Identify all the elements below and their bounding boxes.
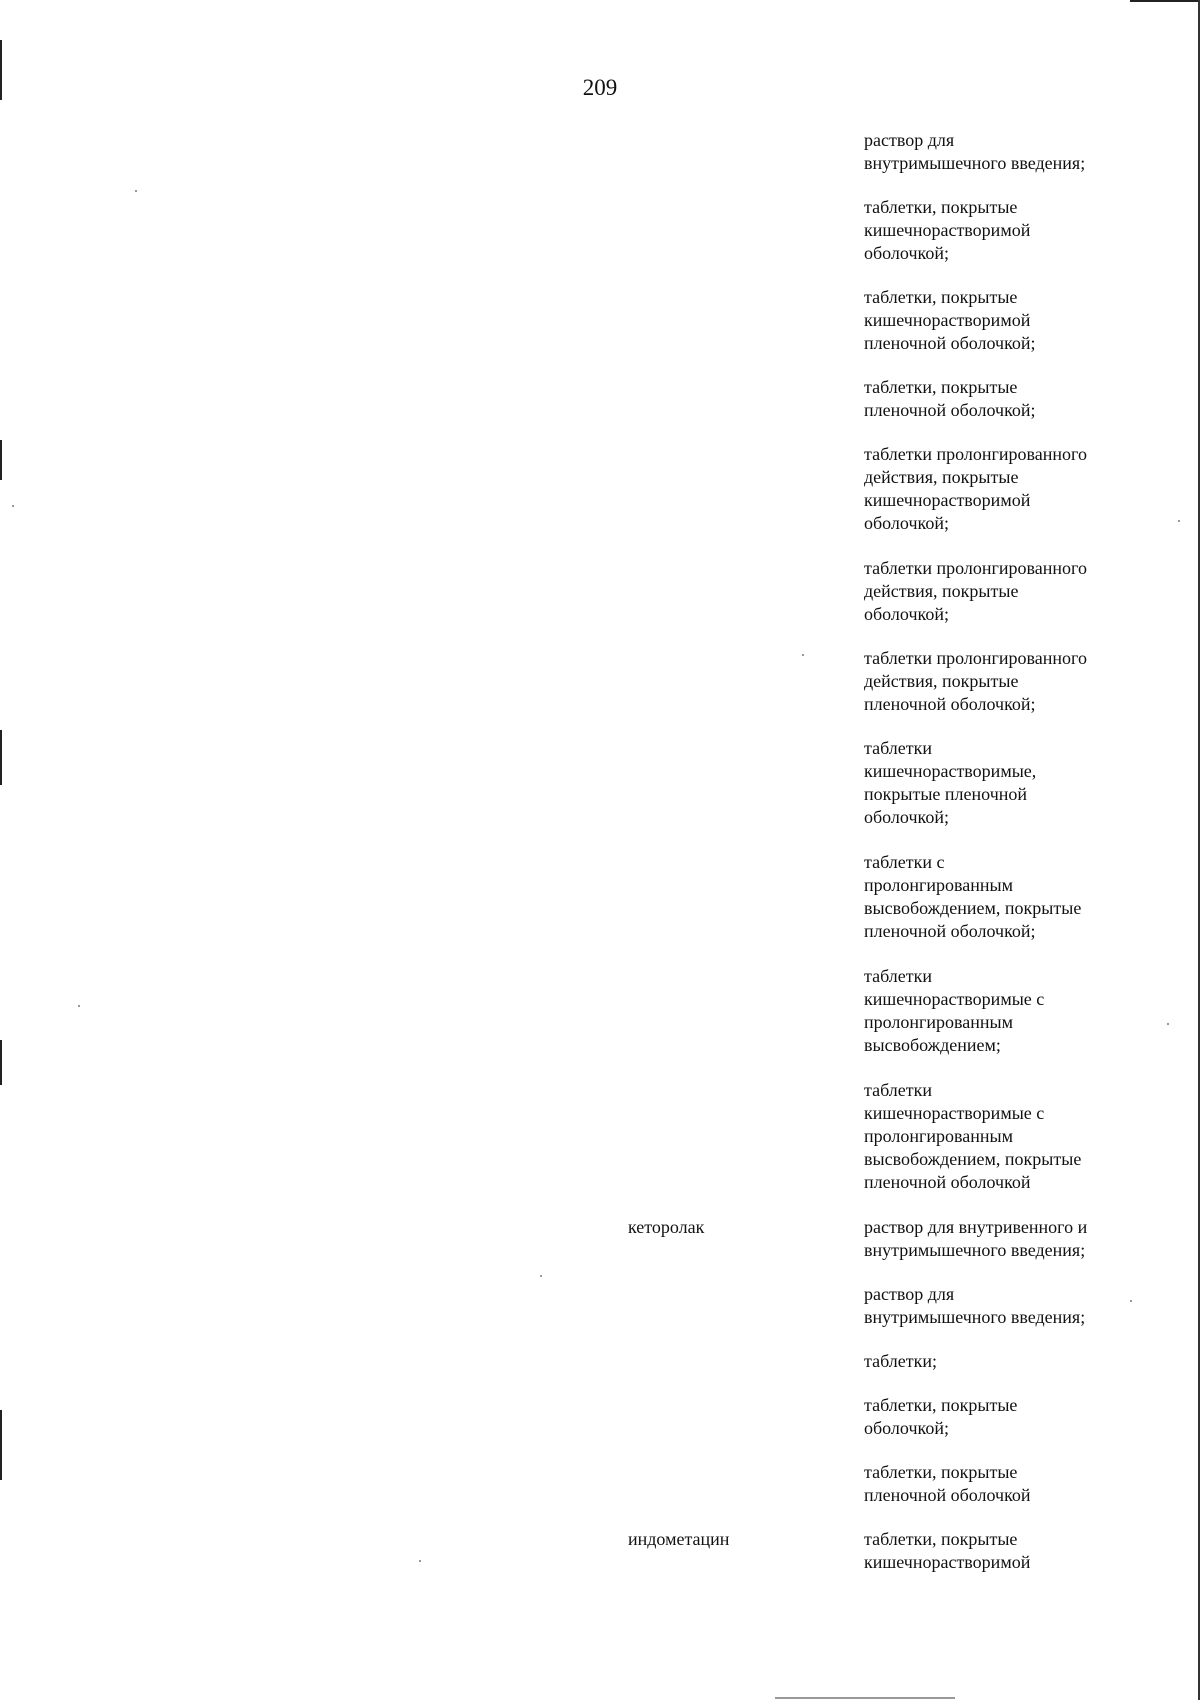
dosage-form-line: кишечнорастворимой: [864, 310, 1031, 330]
drug-name-indometacin: индометацин: [628, 1529, 730, 1549]
dosage-form-line: оболочкой;: [864, 807, 949, 827]
page-number: 209: [582, 75, 618, 100]
dosage-form-entry: [864, 286, 1134, 355]
scan-speck: [802, 654, 804, 656]
scan-speck: [540, 1275, 542, 1277]
dosage-form-line: таблетки пролонгированного: [864, 444, 1087, 464]
dosage-form-line: таблетки, покрытые: [864, 1462, 1018, 1482]
dosage-form-line: действия, покрытые: [864, 467, 1019, 487]
dosage-form-line: действия, покрытые: [864, 671, 1019, 691]
scan-edge-mark: [0, 440, 2, 480]
dosage-form-line: кишечнорастворимые,: [864, 761, 1037, 781]
dosage-form-entry: [864, 737, 1134, 829]
dosage-form-entry: [864, 557, 1134, 626]
dosage-form-line: оболочкой;: [864, 1418, 949, 1438]
dosage-form-line: кишечнорастворимой: [864, 1552, 1031, 1572]
scan-edge-mark: [0, 730, 2, 785]
dosage-form-entry: [864, 965, 1134, 1057]
dosage-form-entry: [864, 376, 1134, 422]
dosage-form-line: таблетки, покрытые: [864, 1395, 1018, 1415]
dosage-form-line: кишечнорастворимой: [864, 490, 1031, 510]
dosage-form-line: таблетки, покрытые: [864, 287, 1018, 307]
scan-edge-mark: [0, 1040, 2, 1085]
scan-speck: [419, 1560, 421, 1562]
dosage-form-line: таблетки, покрытые: [864, 377, 1018, 397]
dosage-form-line: пролонгированным: [864, 1126, 1014, 1146]
dosage-form-entry: [864, 1216, 1134, 1262]
dosage-form-line: оболочкой;: [864, 513, 949, 533]
scan-speck: [78, 1005, 80, 1007]
dosage-form-line: пленочной оболочкой: [864, 1485, 1031, 1505]
dosage-form-entry: [864, 1528, 1134, 1574]
dosage-form-line: пленочной оболочкой;: [864, 921, 1036, 941]
dosage-form-line: пленочной оболочкой: [864, 1172, 1031, 1192]
dosage-form-entry: [864, 196, 1134, 265]
dosage-form-line: раствор для: [864, 130, 955, 150]
dosage-form-entry: [864, 1394, 1134, 1440]
dosage-form-entry: [864, 647, 1134, 716]
dosage-form-line: таблетки, покрытые: [864, 197, 1018, 217]
dosage-form-line: пролонгированным: [864, 875, 1014, 895]
dosage-form-entry: [864, 1461, 1134, 1507]
scan-speck: [1178, 520, 1180, 522]
scan-top-edge-mark: [1130, 0, 1200, 2]
scan-bottom-edge-mark: [775, 1697, 955, 1699]
dosage-form-line: таблетки: [864, 966, 933, 986]
dosage-form-line: таблетки: [864, 738, 933, 758]
dosage-form-line: высвобождением, покрытые: [864, 1149, 1082, 1169]
dosage-form-line: оболочкой;: [864, 243, 949, 263]
dosage-form-line: высвобождением;: [864, 1035, 1001, 1055]
dosage-form-line: внутримышечного введения;: [864, 153, 1086, 173]
dosage-form-entry: [864, 129, 1134, 175]
dosage-form-line: раствор для внутривенного и: [864, 1217, 1088, 1237]
dosage-form-line: пленочной оболочкой;: [864, 400, 1036, 420]
dosage-form-entry: [864, 1079, 1134, 1194]
dosage-form-line: кишечнорастворимой: [864, 220, 1031, 240]
dosage-form-line: оболочкой;: [864, 604, 949, 624]
dosage-form-line: пленочной оболочкой;: [864, 694, 1036, 714]
dosage-form-line: действия, покрытые: [864, 581, 1019, 601]
dosage-form-line: кишечнорастворимые с: [864, 1103, 1045, 1123]
dosage-form-entry: [864, 443, 1134, 535]
dosage-form-line: таблетки: [864, 1080, 933, 1100]
dosage-form-line: кишечнорастворимые с: [864, 989, 1045, 1009]
dosage-form-line: внутримышечного введения;: [864, 1307, 1086, 1327]
dosage-form-line: покрытые пленочной: [864, 784, 1028, 804]
dosage-form-line: таблетки пролонгированного: [864, 648, 1087, 668]
dosage-form-entry: [864, 851, 1134, 943]
dosage-form-line: таблетки с: [864, 852, 945, 872]
dosage-form-entry: [864, 1283, 1134, 1329]
scan-speck: [1167, 1023, 1169, 1025]
dosage-form-line: таблетки, покрытые: [864, 1529, 1018, 1549]
dosage-form-entry: [864, 1350, 1134, 1373]
dosage-form-line: пленочной оболочкой;: [864, 333, 1036, 353]
scan-edge-mark: [0, 1410, 2, 1480]
dosage-form-line: раствор для: [864, 1284, 955, 1304]
scan-speck: [12, 505, 14, 507]
dosage-form-line: пролонгированным: [864, 1012, 1014, 1032]
dosage-form-line: высвобождением, покрытые: [864, 898, 1082, 918]
dosage-form-line: внутримышечного введения;: [864, 1240, 1086, 1260]
dosage-form-line: таблетки пролонгированного: [864, 558, 1087, 578]
drug-name-ketorolac: кеторолак: [628, 1217, 705, 1237]
dosage-form-line: таблетки;: [864, 1351, 938, 1371]
scan-speck: [135, 190, 137, 192]
